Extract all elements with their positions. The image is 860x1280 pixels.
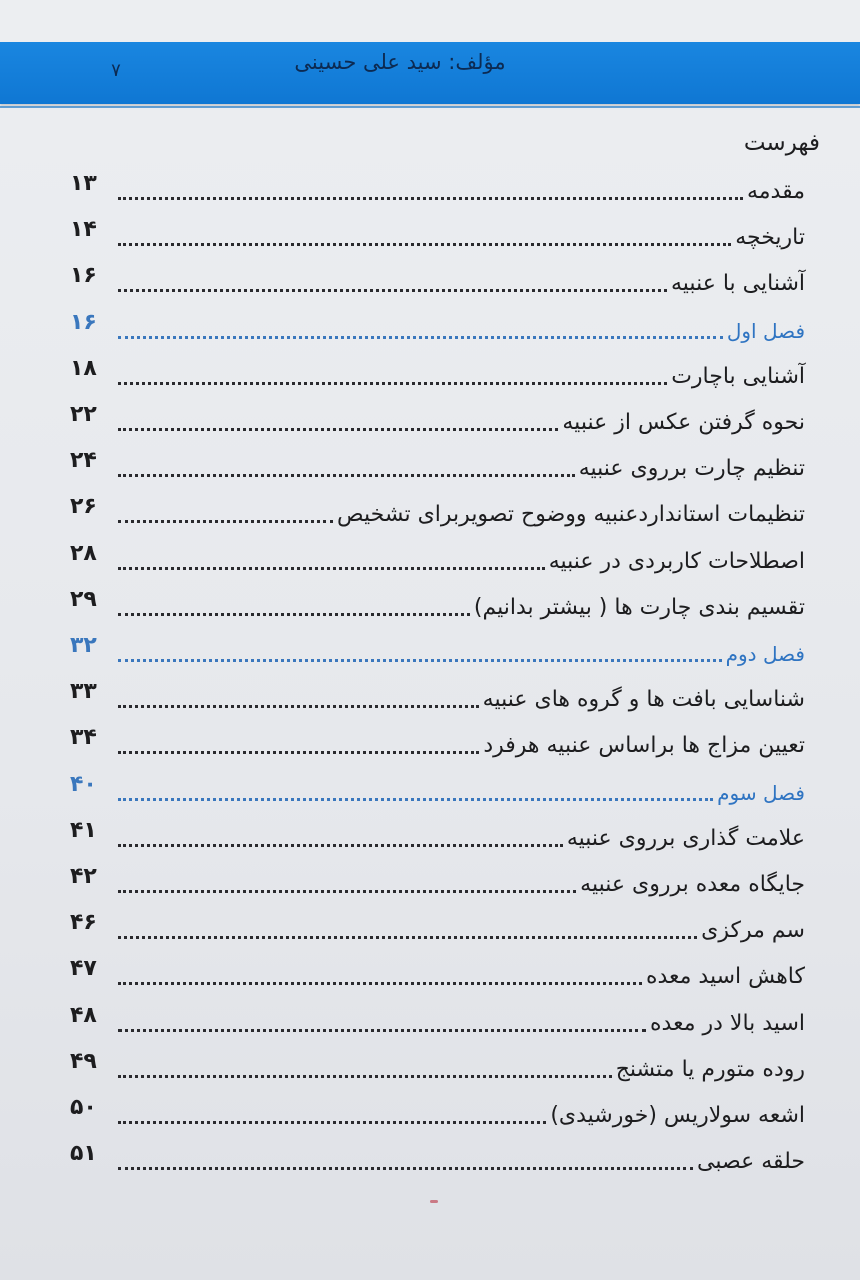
toc-leader-dots <box>118 613 470 616</box>
toc-leader-dots <box>118 289 667 292</box>
toc-entry-page: ۳۲ <box>70 633 97 658</box>
toc-row <box>70 538 805 578</box>
page-number: ۷ <box>111 60 121 81</box>
toc-entry-page: ۴۱ <box>70 817 97 843</box>
toc-entry-title: تنظیم چارت برروی عنبیه <box>578 456 805 482</box>
toc-entry-title: شناسایی بافت ها و گروه های عنبیه <box>482 687 805 713</box>
toc-leader-dots <box>118 197 743 200</box>
toc-leader-dots <box>118 751 479 754</box>
toc-entry-page: ۴۰ <box>70 771 97 797</box>
toc-leader-dots <box>118 474 575 477</box>
toc-entry-page: ۲۴ <box>70 448 97 474</box>
toc-leader-dots <box>118 1121 546 1124</box>
toc-entry-page: ۱۳ <box>70 171 97 196</box>
toc-entry-title: فصل اول <box>726 318 805 343</box>
toc-row <box>70 722 805 762</box>
toc-row <box>70 861 805 901</box>
toc-entry-title: تنظیمات استانداردعنبیه ووضوح تصویربرای تشخیص <box>337 502 805 528</box>
toc-entry-page: ۱۸ <box>70 355 97 381</box>
toc-entry-page: ۲۸ <box>70 540 97 566</box>
toc-row <box>70 953 805 993</box>
toc-chapter-row <box>70 769 805 809</box>
toc-entry-page: ۴۷ <box>70 956 97 982</box>
toc-entry-page: ۴۸ <box>70 1002 97 1028</box>
ink-mark <box>430 1200 438 1203</box>
toc-entry-page: ۱۶ <box>70 263 97 289</box>
toc-entry-page: ۳۴ <box>70 725 97 751</box>
toc-leader-dots <box>118 705 479 708</box>
toc-leader-dots <box>118 428 558 431</box>
toc-entry-page: ۴۶ <box>70 910 97 936</box>
toc-entry-title: تعیین مزاج ها براساس عنبیه هرفرد <box>483 733 805 759</box>
toc-leader-dots <box>118 1029 646 1032</box>
toc-entry-title: فصل دوم <box>725 642 805 666</box>
toc-row <box>70 260 805 300</box>
toc-entry-title: اصطلاحات کاربردی در عنبیه <box>548 548 805 574</box>
toc-entry-title: اسید بالا در معده <box>650 1010 805 1036</box>
toc-entry-page: ۵۰ <box>70 1095 97 1120</box>
toc-entry-title: نحوه گرفتن عکس از عنبیه <box>562 410 805 435</box>
toc-chapter-row <box>70 307 805 347</box>
toc-chapter-row <box>70 630 805 670</box>
toc-entry-page: ۱۶ <box>70 309 97 335</box>
toc-row <box>70 168 805 208</box>
toc-leader-dots <box>118 1167 693 1170</box>
toc-entry-title: فصل سوم <box>717 780 805 805</box>
author-line: مؤلف: سید علی حسینی <box>294 50 506 74</box>
toc-entry-page: ۲۹ <box>70 586 97 612</box>
toc-row <box>70 584 805 624</box>
toc-entry-title: آشنایی با عنبیه <box>671 271 805 297</box>
toc-row <box>70 445 805 485</box>
toc-entry-page: ۱۴ <box>70 217 97 243</box>
toc-row <box>70 353 805 393</box>
toc-entry-title: جایگاه معده برروی عنبیه <box>580 872 805 897</box>
toc-entry-title: مقدمه <box>746 179 805 204</box>
toc-row <box>70 815 805 855</box>
toc-entry-title: کاهش اسید معده <box>645 964 805 990</box>
toc-entry-page: ۲۲ <box>70 402 97 427</box>
toc-leader-dots <box>118 890 576 893</box>
toc-leader-dots <box>118 520 333 523</box>
toc-entry-title: سم مرکزی <box>701 918 805 944</box>
toc-row <box>70 1046 805 1086</box>
toc-entry-title: علامت گذاری برروی عنبیه <box>566 825 805 851</box>
toc-row <box>70 907 805 947</box>
toc-row <box>70 1092 805 1132</box>
toc-row <box>70 214 805 254</box>
toc-entry-title: حلقه عصبی <box>697 1149 805 1175</box>
toc-entry-title: آشنایی باچارت <box>671 363 805 389</box>
toc-entry-page: ۵۱ <box>70 1141 97 1167</box>
toc-entry-title: روده متورم یا متشنج <box>615 1056 805 1082</box>
toc-leader-dots <box>118 659 722 662</box>
toc-leader-dots <box>118 567 545 570</box>
toc-leader-dots <box>118 936 697 939</box>
toc-leader-dots <box>118 982 642 985</box>
toc-entry-page: ۳۳ <box>70 679 97 705</box>
toc-row <box>70 399 805 439</box>
toc-row <box>70 491 805 531</box>
toc-entry-title: اشعه سولاریس (خورشیدی) <box>550 1103 805 1128</box>
toc-leader-dots <box>118 243 731 246</box>
toc-title: فهرست <box>743 130 820 156</box>
toc-row <box>70 676 805 716</box>
toc-entry-title: تقسیم بندی چارت ها ( بیشتر بدانیم) <box>473 594 805 620</box>
toc-entry-page: ۴۲ <box>70 864 97 889</box>
header-divider <box>0 106 860 108</box>
toc-entry-title: تاریخچه <box>735 225 805 251</box>
toc-leader-dots <box>118 798 713 801</box>
toc-row <box>70 1138 805 1178</box>
toc-entry-page: ۴۹ <box>70 1048 97 1074</box>
toc-leader-dots <box>118 1075 612 1078</box>
toc-entry-page: ۲۶ <box>70 494 97 520</box>
toc-row <box>70 1000 805 1040</box>
toc-leader-dots <box>118 844 563 847</box>
toc-leader-dots <box>118 382 667 385</box>
toc-leader-dots <box>118 336 723 339</box>
